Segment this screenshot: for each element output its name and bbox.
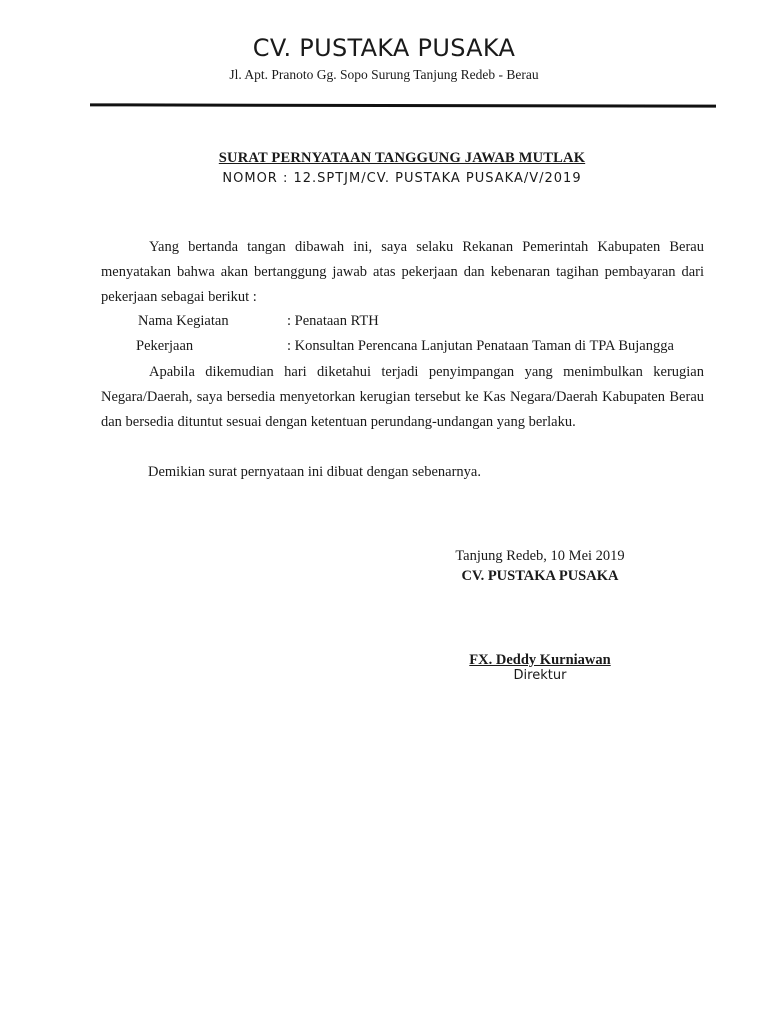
place-date: Tanjung Redeb, 10 Mei 2019 (455, 548, 625, 564)
closing-paragraph: Demikian surat pernyataan ini dibuat dengan sebenarnya. (148, 464, 481, 480)
detail-label-pekerjaan: Pekerjaan (136, 338, 194, 354)
detail-value-pekerjaan: : Konsultan Perencana Lanjutan Penataan Taman di TPA Bujangga (287, 338, 674, 354)
company-address: Jl. Apt. Pranoto Gg. Sopo Surung Tanjung Redeb - Berau (229, 67, 539, 82)
detail-value-kegiatan: : Penataan RTH (287, 313, 379, 329)
intro-paragraph (101, 235, 704, 310)
detail-label-kegiatan: Nama Kegiatan (138, 313, 229, 329)
header-divider (90, 103, 716, 107)
signature-company: CV. PUSTAKA PUSAKA (461, 568, 619, 584)
document-number: NOMOR : 12.SPTJM/CV. PUSTAKA PUSAKA/V/2019 (222, 171, 582, 186)
company-name: CV. PUSTAKA PUSAKA (252, 34, 516, 62)
signatory-name: FX. Deddy Kurniawan (469, 652, 611, 668)
statement-paragraph (101, 360, 704, 435)
signatory-position: Direktur (513, 668, 567, 683)
intro-text: Yang bertanda tangan dibawah ini, saya selaku Rekanan Pemerintah Kabupaten Berau menyatakan bahwa akan bertanggung jawab atas pekerjaan dan kebenaran tagihan pembayaran dari pekerjaan sebagai berikut : (101, 239, 704, 305)
signature-block (440, 546, 640, 684)
document-title: SURAT PERNYATAAN TANGGUNG JAWAB MUTLAK (218, 150, 586, 166)
statement-text: Apabila dikemudian hari diketahui terjadi penyimpangan yang menimbulkan kerugian Negara/Daerah, saya bersedia menyetorkan kerugian tersebut ke Kas Negara/Daerah Kabupaten Berau dan bersedia dituntut sesuai dengan ketentuan perundang-undangan yang berlaku. (101, 364, 704, 430)
